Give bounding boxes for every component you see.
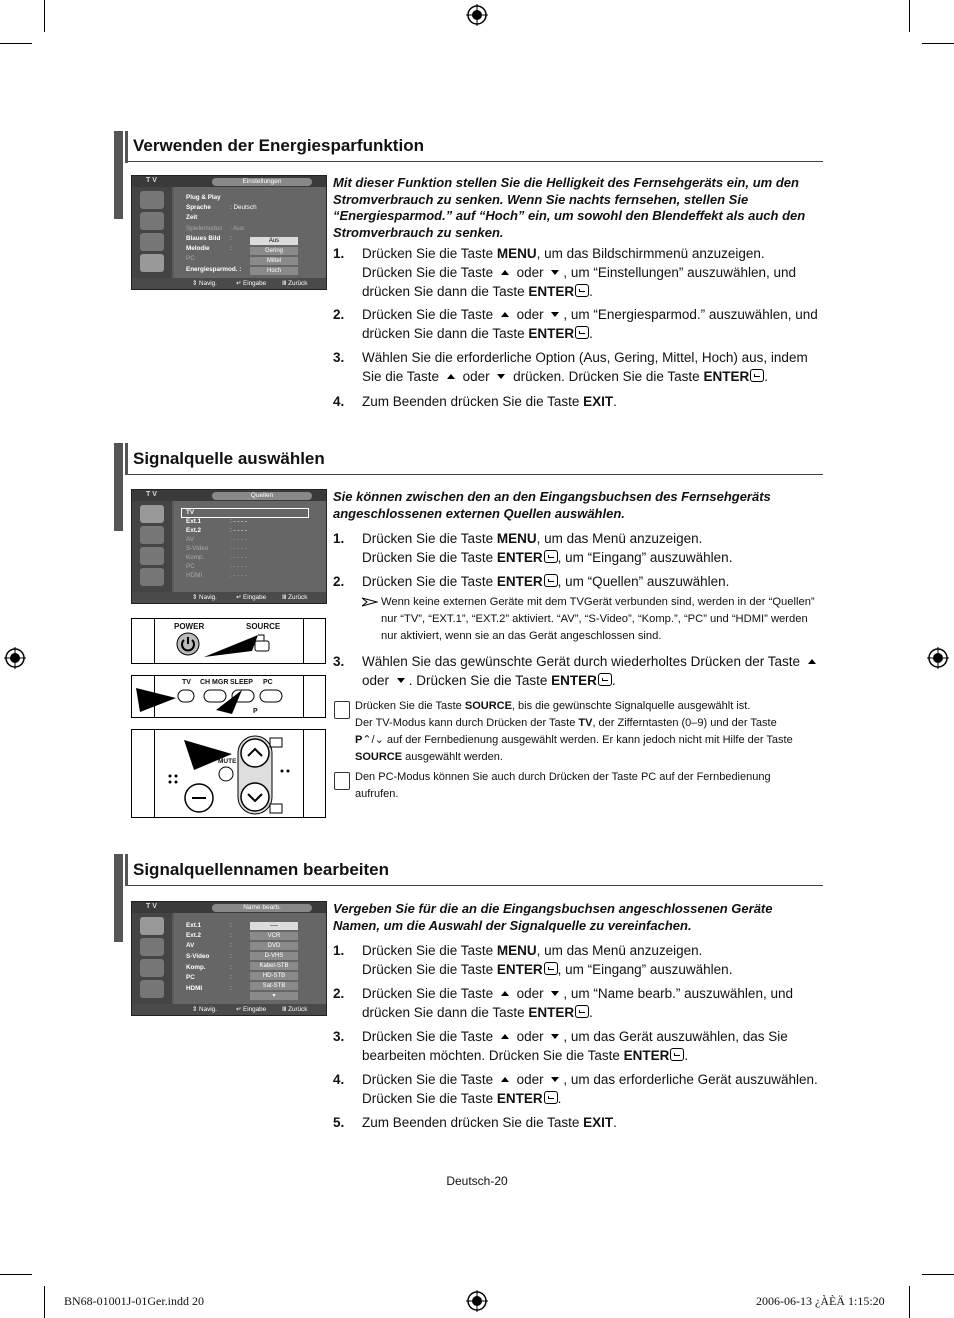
sleep-label: SLEEP bbox=[230, 679, 253, 686]
note-arrow-icon bbox=[362, 597, 378, 607]
note-pc-mode: Den PC-Modus können Sie auch durch Drücken der Taste PC auf der Fernbedienung aufrufen. bbox=[355, 771, 771, 800]
p-up-down-icon: ⌃/⌄ bbox=[362, 734, 384, 746]
up-arrow-icon bbox=[447, 374, 455, 379]
crop-mark bbox=[922, 1274, 954, 1275]
source-label: SOURCE bbox=[246, 622, 281, 631]
section-bar bbox=[125, 131, 128, 163]
registration-mark-icon bbox=[4, 647, 26, 669]
channel-buttons-icon bbox=[132, 730, 325, 817]
tv-menu-einstellungen: T V Einstellungen Plug & Play Sprache : Deutsch Zeit Spielemodus : Aus Blaues Bild : Melodie : PC Energiesparmod. : Aus Gering Mittel Hoch ⇕ Navig. ↵ Eingabe Ⅲ Zurück bbox=[131, 175, 327, 290]
enter-icon bbox=[670, 1048, 684, 1061]
section-title: Signalquelle auswählen bbox=[133, 449, 325, 468]
menu-title: Einstellungen bbox=[212, 178, 312, 186]
name-option: ---- bbox=[250, 922, 298, 930]
up-arrow-icon bbox=[501, 1034, 509, 1039]
down-arrow-icon bbox=[551, 1034, 559, 1039]
registration-mark-icon bbox=[466, 4, 488, 26]
enter-icon bbox=[575, 326, 589, 339]
step: 1. Drücken Sie die Taste MENU, um das Menü anzuzeigen. Drücken Sie die Taste ENTER , um “Eingang” auszuwählen. bbox=[333, 531, 733, 565]
menu-title: Quellen bbox=[212, 492, 312, 500]
enter-icon bbox=[544, 1091, 558, 1104]
step: 5. Zum Beenden drücken Sie die Taste EXIT. bbox=[333, 1115, 617, 1130]
step: 1. Drücken Sie die Taste MENU, um das Bildschirmmenü anzuzeigen. Drücken Sie die Taste oder , um “Einstellungen” auszuwählen, und drücken Sie dann die Taste ENTER . bbox=[333, 246, 796, 299]
registration-mark-icon bbox=[927, 647, 949, 669]
enter-icon bbox=[575, 1005, 589, 1018]
input-icon bbox=[140, 917, 164, 935]
section-intro: Sie können zwischen den an den Eingangsbuchsen des Fernsehgeräts angeschlossenen externen Quellen auswählen. bbox=[333, 489, 771, 521]
enter-icon bbox=[544, 550, 558, 563]
sound-icon bbox=[140, 959, 164, 977]
step: 1. Drücken Sie die Taste MENU, um das Menü anzuzeigen. Drücken Sie die Taste ENTER , um “Eingang” auszuwählen. bbox=[333, 943, 733, 977]
name-option: VCR bbox=[250, 932, 298, 940]
remote-power-source bbox=[131, 618, 326, 664]
section-intro: Mit dieser Funktion stellen Sie die Helligkeit des Fernsehgeräts ein, um den Stromverbrauch zu senken. Wenn Sie nachts fernsehen, stellen Sie “Energiesparmod.” auf “Hoch” ein, um sowohl den Blendeffekt als auch den Stromverbrauch zu senken. bbox=[333, 175, 806, 240]
sub-note: Wenn keine externen Geräte mit dem TVGerät verbunden sind, werden in der “Quellen” nur “TV”, “EXT.1”, “EXT.2” aktiviert. “AV”, “S-Video”, “Komp.”, “PC” und “HDMI” werden nur aktiviert, wenn sie an das Gerät angeschlossen sind. bbox=[381, 596, 815, 642]
section-bar bbox=[125, 854, 128, 886]
enter-icon bbox=[575, 284, 589, 297]
name-option: HD-STB bbox=[250, 972, 298, 980]
setup-icon bbox=[140, 254, 164, 272]
picture-icon bbox=[140, 938, 164, 956]
option-hoch: Hoch bbox=[250, 267, 298, 275]
section-rule bbox=[128, 885, 823, 886]
date-slug: 2006-06-13 ¿ÀÈÄ 1:15:20 bbox=[756, 1294, 885, 1308]
tv-menu-name-bearb: T V Name bearb. Ext.1 : Ext.2 : AV : S-Video : Komp. : PC : HDMI : ---- VCR DVD D-VHS Kabel-STB HD-STB Sat-STB ▾ ⇕ Navig. ↵ Eingabe Ⅲ Zurück bbox=[131, 901, 327, 1016]
crop-mark bbox=[922, 43, 954, 44]
step: 2. Drücken Sie die Taste oder , um “Energiesparmod.” auszuwählen, und drücken Sie dann die Taste ENTER . bbox=[333, 307, 818, 341]
step: 3. Wählen Sie die erforderliche Option (Aus, Gering, Mittel, Hoch) aus, indem Sie die Taste oder drücken. Drücken Sie die Taste ENTER . bbox=[333, 350, 808, 384]
crop-mark bbox=[0, 43, 32, 44]
note-icon bbox=[334, 701, 350, 719]
section-intro: Vergeben Sie für die an die Eingangsbuchsen angeschlossenen Geräte Namen, um die Auswahl der Signalquelle zu vereinfachen. bbox=[333, 901, 773, 933]
power-button-icon bbox=[176, 632, 200, 656]
channel-icon bbox=[140, 568, 164, 586]
enter-icon bbox=[598, 673, 612, 686]
tv-label: TV bbox=[182, 679, 191, 686]
down-arrow-icon bbox=[551, 1077, 559, 1082]
file-slug: BN68-01001J-01Ger.indd 20 bbox=[64, 1294, 204, 1308]
crop-mark bbox=[44, 0, 45, 32]
section-title: Signalquellennamen bearbeiten bbox=[133, 860, 390, 879]
section-bar bbox=[114, 131, 123, 219]
remote-tv-buttons bbox=[131, 675, 326, 718]
input-icon bbox=[140, 505, 164, 523]
crop-mark bbox=[909, 0, 910, 32]
name-option: DVD bbox=[250, 942, 298, 950]
down-arrow-icon bbox=[551, 312, 559, 317]
up-arrow-icon bbox=[501, 270, 509, 275]
tv-menu-quellen: T V Quellen TV Ext.1 : - - - - Ext.2 : - - - - AV : - - - - S-Video : - - - - Komp. : - - - - PC : - - - - HDMI : - - - - ⇕ Navig. ↵ Eingabe Ⅲ Zurück bbox=[131, 489, 327, 604]
page-number: Deutsch-20 bbox=[446, 1174, 508, 1188]
channel-icon bbox=[140, 233, 164, 251]
section-bar bbox=[125, 443, 128, 475]
mute-label: MUTE bbox=[218, 758, 237, 765]
chmgr-label: CH MGR bbox=[200, 679, 229, 686]
channel-icon bbox=[140, 980, 164, 998]
crop-mark bbox=[909, 1286, 910, 1318]
remote-channel-buttons bbox=[131, 729, 326, 818]
up-arrow-icon bbox=[808, 659, 816, 664]
up-arrow-icon bbox=[501, 991, 509, 996]
picture-icon bbox=[140, 526, 164, 544]
section-rule bbox=[128, 474, 823, 475]
note-icon bbox=[334, 772, 350, 790]
down-arrow-icon bbox=[551, 991, 559, 996]
tv-button-row-icon bbox=[132, 684, 325, 717]
p-label: P bbox=[253, 708, 258, 715]
section-title: Verwenden der Energiesparfunktion bbox=[133, 136, 424, 155]
note-source: Drücken Sie die Taste SOURCE, bis die gewünschte Signalquelle ausgewählt ist. Der TV-Modus kann durch Drücken der Taste TV, der Zifferntasten (0–9) und der Taste P⌃/⌄ auf der Fernbedienung ausgewählt werden. Er kann jedoch nicht mit Hilfe der Taste SOURCE ausgewählt werden. bbox=[355, 700, 793, 763]
step: 4. Drücken Sie die Taste oder , um das erforderliche Gerät auszuwählen. Drücken Sie die Taste ENTER . bbox=[333, 1072, 818, 1106]
step: 3. Wählen Sie das gewünschte Gerät durch wiederholtes Drücken der Taste oder . Drücken Sie die Taste ENTER . bbox=[333, 652, 823, 692]
step: 2. Drücken Sie die Taste oder , um “Name bearb.” auszuwählen, und drücken Sie dann die Taste ENTER . bbox=[333, 986, 793, 1020]
option-gering: Gering bbox=[250, 247, 298, 255]
pc-label: PC bbox=[263, 679, 273, 686]
selection-highlight bbox=[181, 508, 309, 518]
up-arrow-icon bbox=[501, 1077, 509, 1082]
option-aus: Aus bbox=[250, 237, 298, 245]
name-option: Kabel-STB bbox=[250, 962, 298, 970]
section-bar bbox=[114, 443, 123, 531]
step: 2. Drücken Sie die Taste ENTER , um “Quellen” auszuwählen. bbox=[333, 574, 730, 589]
enter-icon bbox=[544, 962, 558, 975]
power-label: POWER bbox=[174, 622, 205, 631]
menu-title: Name bearb. bbox=[212, 904, 312, 912]
enter-icon bbox=[544, 574, 558, 587]
name-option: D-VHS bbox=[250, 952, 298, 960]
sound-icon bbox=[140, 547, 164, 565]
down-arrow-icon bbox=[397, 678, 405, 683]
picture-icon bbox=[140, 191, 164, 209]
step: 3. Drücken Sie die Taste oder , um das Gerät auszuwählen, das Sie bearbeiten möchten. Drücken Sie die Taste ENTER . bbox=[333, 1029, 788, 1063]
up-arrow-icon bbox=[501, 312, 509, 317]
crop-mark bbox=[0, 1274, 32, 1275]
name-option: Sat-STB bbox=[250, 982, 298, 990]
option-mittel: Mittel bbox=[250, 257, 298, 265]
down-arrow-icon bbox=[497, 374, 505, 379]
source-button-icon bbox=[252, 633, 272, 653]
down-arrow-icon bbox=[551, 270, 559, 275]
registration-mark-icon bbox=[466, 1290, 488, 1312]
section-rule bbox=[128, 161, 823, 162]
step: 4. Zum Beenden drücken Sie die Taste EXIT. bbox=[333, 394, 617, 409]
sound-icon bbox=[140, 212, 164, 230]
crop-mark bbox=[44, 1286, 45, 1318]
enter-icon bbox=[750, 369, 764, 382]
section-bar bbox=[114, 854, 123, 942]
scroll-down-icon: ▾ bbox=[250, 992, 298, 1000]
